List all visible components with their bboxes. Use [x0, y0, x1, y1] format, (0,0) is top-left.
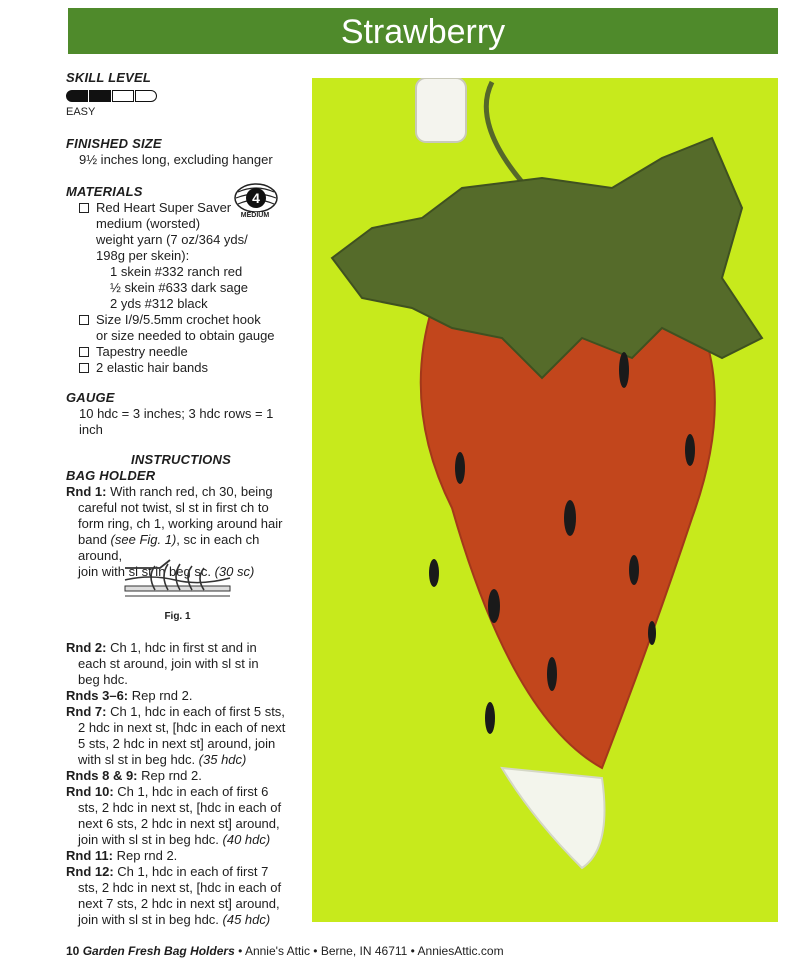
- round-10: Rnd 10: Ch 1, hdc in each of first 6 sts, 2 hdc in next st, [hdc in each of next 6 sts, 2 hdc in next st] around, join with sl st in beg hdc. (40 hdc): [66, 784, 282, 847]
- page-title: Strawberry: [340, 13, 506, 51]
- strawberry-bag-holder-illustration: [312, 78, 778, 922]
- bag-holder-heading: BAG HOLDER: [66, 468, 156, 483]
- materials-heading: MATERIALS: [66, 184, 143, 199]
- figure-caption: Fig. 1: [164, 611, 191, 622]
- checkbox-icon: [79, 363, 89, 373]
- round-7: Rnd 7: Ch 1, hdc in each of first 5 sts, 2 hdc in next st, [hdc in each of next 5 sts, 2 hdc in next st] around, join with sl st in beg hdc. (35 hdc): [66, 704, 286, 767]
- page-number: 10: [66, 944, 80, 958]
- yarn-weight-number: 4: [246, 188, 266, 208]
- skill-level-heading: SKILL LEVEL: [66, 70, 152, 85]
- skill-bar-2: [89, 90, 111, 102]
- finished-size-text: 9½ inches long, excluding hanger: [79, 152, 273, 167]
- checkbox-icon: [79, 315, 89, 325]
- yarn-weight-label: MEDIUM: [240, 212, 270, 219]
- round-12: Rnd 12: Ch 1, hdc in each of first 7 sts, 2 hdc in next st, [hdc in each of next 7 sts, 2 hdc in next st] around, join with sl st in beg hdc. (45 hdc): [66, 864, 282, 927]
- skill-bar-1: [66, 90, 88, 102]
- round-8-9: Rnds 8 & 9: Rep rnd 2.: [66, 768, 202, 783]
- page-footer: [66, 944, 504, 958]
- gauge-heading: GAUGE: [66, 390, 115, 405]
- skill-bar-4: [135, 90, 157, 102]
- title-banner: [68, 8, 778, 54]
- yarn-color-2: ½ skein #633 dark sage: [110, 280, 249, 295]
- round-3-6: Rnds 3–6: Rep rnd 2.: [66, 688, 193, 703]
- strawberry-photo: [312, 78, 778, 922]
- skill-level-indicator: [66, 90, 296, 102]
- skill-bar-3: [112, 90, 134, 102]
- publisher-info: • Annie's Attic • Berne, IN 46711 • AnniesAttic.com: [234, 944, 504, 958]
- round-1: Rnd 1: With ranch red, ch 30, being careful not twist, sl st in first ch to form ring, ch 1, working around hair band (see Fig. 1), sc in each ch around, join with sl st in beg sc. (30 sc): [66, 484, 283, 579]
- yarn-color-1: 1 skein #332 ranch red: [110, 264, 243, 279]
- material-item-yarn: Red Heart Super Saver medium (worsted) weight yarn (7 oz/364 yds/ 198g per skein):: [66, 200, 296, 264]
- material-item-bands: 2 elastic hair bands: [66, 360, 296, 376]
- yarn-color-3: 2 yds #312 black: [110, 296, 208, 311]
- material-item-needle: Tapestry needle: [66, 344, 296, 360]
- book-title: Garden Fresh Bag Holders: [82, 944, 235, 958]
- round-2: Rnd 2: Ch 1, hdc in first st and in each st around, join with sl st in beg hdc.: [66, 640, 259, 687]
- checkbox-icon: [79, 347, 89, 357]
- checkbox-icon: [79, 203, 89, 213]
- skill-level-text: EASY: [66, 106, 96, 118]
- pattern-column: [66, 70, 296, 580]
- material-item-hook: Size I/9/5.5mm crochet hook or size needed to obtain gauge: [66, 312, 296, 344]
- round-11: Rnd 11: Rep rnd 2.: [66, 848, 178, 863]
- finished-size-heading: FINISHED SIZE: [66, 136, 162, 151]
- yarn-weight-symbol: [232, 182, 278, 224]
- instructions-heading: INSTRUCTIONS: [131, 452, 231, 467]
- gauge-text: 10 hdc = 3 inches; 3 hdc rows = 1 inch: [79, 406, 274, 437]
- figure-1-illustration: [120, 556, 235, 608]
- pattern-column-lower: [66, 640, 296, 928]
